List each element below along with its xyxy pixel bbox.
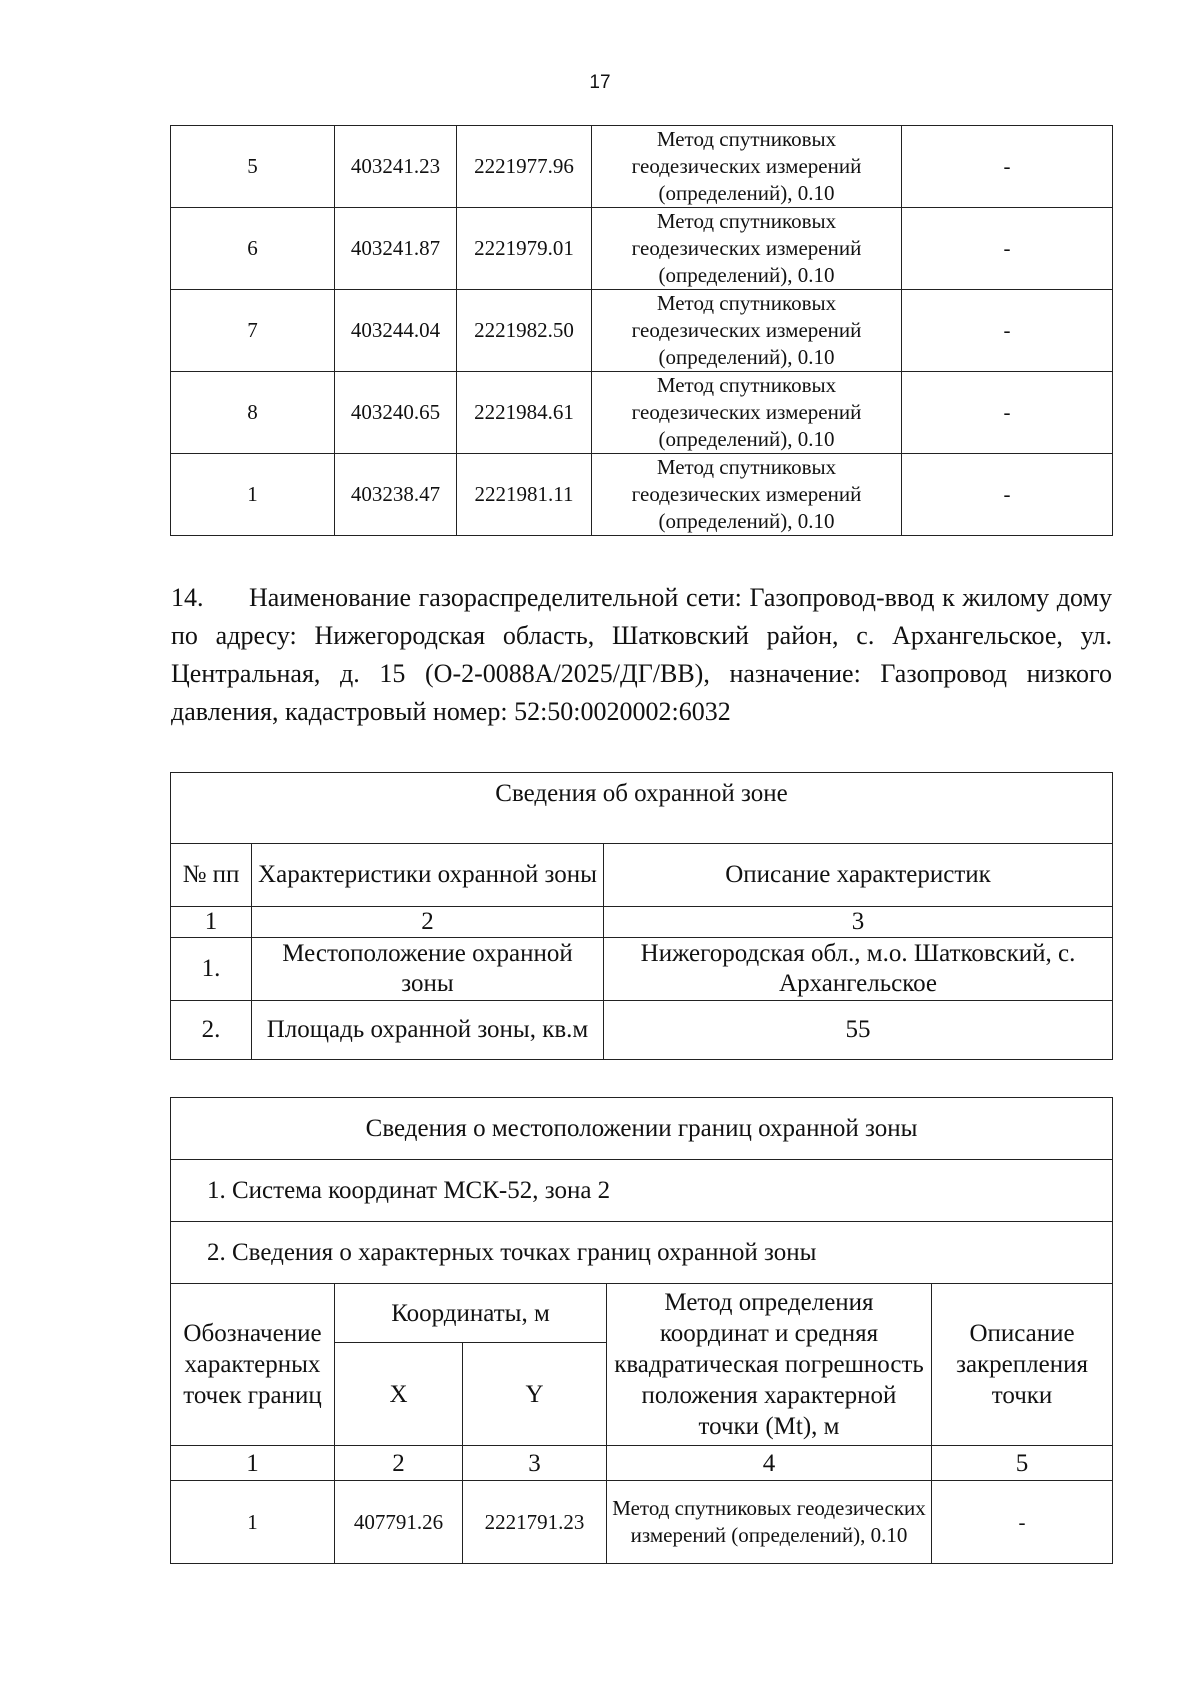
x-cell: 403244.04	[335, 290, 457, 372]
index-cell: 5	[932, 1446, 1113, 1481]
y-cell: 2221984.61	[457, 372, 592, 454]
section-text: Наименование газораспределительной сети: Газопровод-ввод к жилому дому по адресу: Нижегородская область, Шатковский район, с. Архангельское, ул. Центральная, д. 15 (О-2-0088А/2025/ДГ/ВВ), назначение: Газопровод низкого давления, кадастровый номер: 52:50:0020002:6032	[171, 583, 1112, 726]
x-cell: 403238.47	[335, 454, 457, 536]
table-row	[171, 126, 1113, 208]
point-cell: 1	[171, 454, 335, 536]
index-cell: 2	[335, 1446, 463, 1481]
zone-bounds-table	[170, 1097, 1113, 1564]
y-cell: 2221791.23	[463, 1481, 607, 1564]
header-characteristics: Характеристики охранной зоны	[252, 844, 604, 907]
header-method: Метод определения координат и средняя квадратическая погрешность положения характерной точки (Mt), м	[607, 1284, 932, 1446]
index-cell: 1	[171, 907, 252, 938]
method-cell: Метод спутниковых геодезических измерений (определений), 0.10	[592, 454, 902, 536]
y-cell: 2221977.96	[457, 126, 592, 208]
zone-table-title: Сведения об охранной зоне	[171, 773, 1113, 844]
point-cell: 8	[171, 372, 335, 454]
row-characteristic: Местоположение охранной зоны	[252, 938, 604, 1001]
coordinate-system-line: 1. Система координат МСК-52, зона 2	[171, 1160, 1113, 1222]
desc-cell: -	[902, 208, 1113, 290]
index-cell: 1	[171, 1446, 335, 1481]
points-info-line: 2. Сведения о характерных точках границ охранной зоны	[171, 1222, 1113, 1284]
header-desc: Описание закрепления точки	[932, 1284, 1113, 1446]
table-row	[171, 290, 1113, 372]
bounds-table-title: Сведения о местоположении границ охранной зоны	[171, 1098, 1113, 1160]
method-cell: Метод спутниковых геодезических измерений (определений), 0.10	[592, 208, 902, 290]
index-cell: 2	[252, 907, 604, 938]
row-number: 1.	[171, 938, 252, 1001]
point-cell: 6	[171, 208, 335, 290]
desc-cell: -	[902, 372, 1113, 454]
point-cell: 5	[171, 126, 335, 208]
y-cell: 2221981.11	[457, 454, 592, 536]
coordinates-table-continued	[170, 125, 1113, 536]
section-14-paragraph	[171, 579, 1112, 731]
header-y: Y	[463, 1343, 607, 1446]
header-x: X	[335, 1343, 463, 1446]
row-number: 2.	[171, 1001, 252, 1060]
method-cell: Метод спутниковых геодезических измерений (определений), 0.10	[607, 1481, 932, 1564]
row-description: Нижегородская обл., м.о. Шатковский, с. Архангельское	[604, 938, 1113, 1001]
method-cell: Метод спутниковых геодезических измерений (определений), 0.10	[592, 372, 902, 454]
y-cell: 2221979.01	[457, 208, 592, 290]
index-cell: 3	[604, 907, 1113, 938]
point-cell: 7	[171, 290, 335, 372]
index-cell: 3	[463, 1446, 607, 1481]
row-description: 55	[604, 1001, 1113, 1060]
zone-info-table	[170, 772, 1113, 1060]
point-cell: 1	[171, 1481, 335, 1564]
header-number: № пп	[171, 844, 252, 907]
desc-cell: -	[902, 290, 1113, 372]
desc-cell: -	[932, 1481, 1113, 1564]
index-cell: 4	[607, 1446, 932, 1481]
x-cell: 403240.65	[335, 372, 457, 454]
desc-cell: -	[902, 126, 1113, 208]
y-cell: 2221982.50	[457, 290, 592, 372]
table-row	[171, 208, 1113, 290]
method-cell: Метод спутниковых геодезических измерений (определений), 0.10	[592, 126, 902, 208]
x-cell: 407791.26	[335, 1481, 463, 1564]
x-cell: 403241.23	[335, 126, 457, 208]
header-coords: Координаты, м	[335, 1284, 607, 1343]
header-point: Обозначение характерных точек границ	[171, 1284, 335, 1446]
x-cell: 403241.87	[335, 208, 457, 290]
desc-cell: -	[902, 454, 1113, 536]
method-cell: Метод спутниковых геодезических измерений (определений), 0.10	[592, 290, 902, 372]
section-number: 14.	[171, 583, 204, 612]
table-row	[171, 372, 1113, 454]
page-number: 17	[589, 72, 611, 93]
header-description: Описание характеристик	[604, 844, 1113, 907]
row-characteristic: Площадь охранной зоны, кв.м	[252, 1001, 604, 1060]
table-row	[171, 454, 1113, 536]
